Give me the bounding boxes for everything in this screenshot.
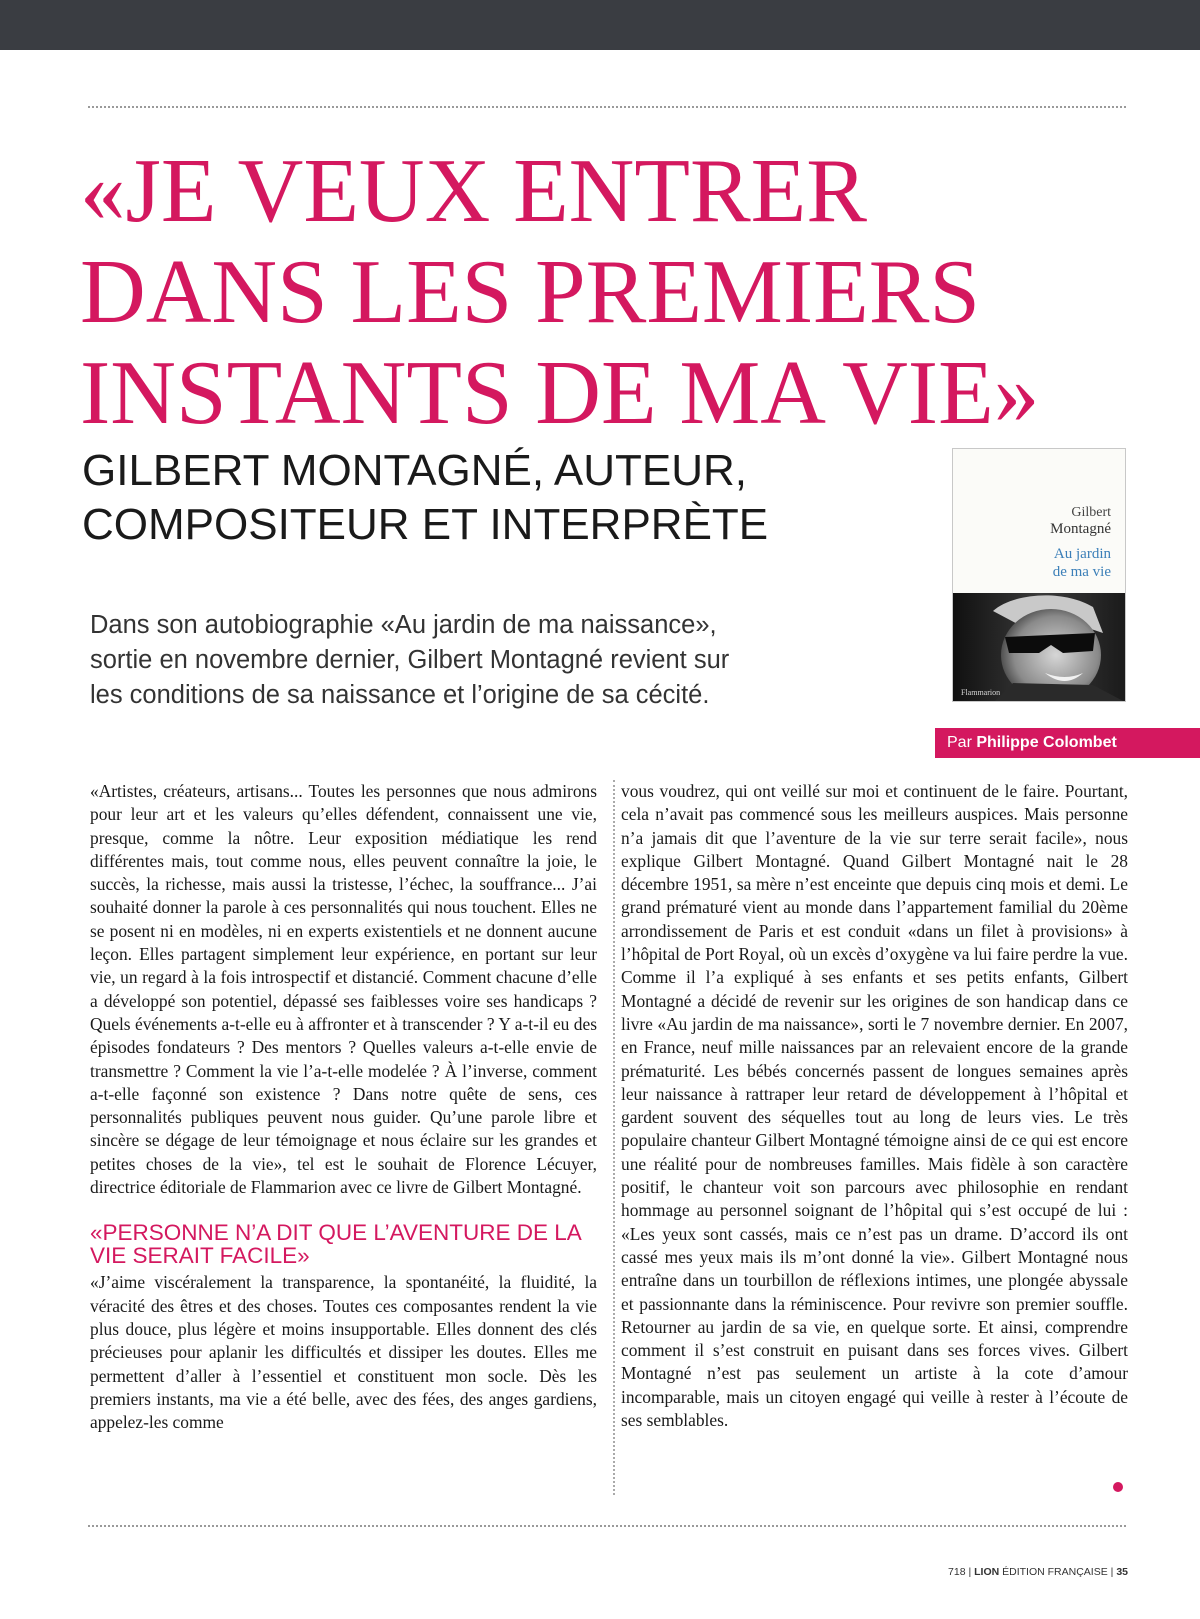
byline	[935, 728, 1200, 758]
article-paragraph: «Artistes, créateurs, artisans... Toutes les personnes que nous admirons pour leur art et les valeurs qu’elles défendent, connaissent une vie, presque, comme la nôtre. Leur exposition médiatique les rend différentes mais, tout comme nous, elles peuvent connaître la joie, le succès, la richesse, mais aussi la tristesse, l’échec, la souffrance... J’ai souhaité donner la parole à ces personnalités qui nous touchent. Elles ne se posent ni en modèles, ni en experts existentiels et ne donnent aucune leçon. Elles partagent simplement leur expérience, en portant sur leur vie, un regard à la fois introspectif et distancié. Comment chacune d’elle a développé son potentiel, dépassé ses faiblesses voire ses handicaps ? Quels événements a-t-elle eu à affronter et à transcender ? Y a-t-il eu des épisodes fondateurs ? Des mentors ? Quelles valeurs a-t-elle envie de transmettre ? Comment la vie l’a-t-elle modelée ? À l’inverse, comment a-t-elle façonné son existence ? Dans notre quête de sens, ces personnalités publiques peuvent nous guider. Qu’une parole libre et sincère se dégage de leur témoignage et nous éclaire sur les grandes et petites choses de la vie», tel est le souhait de Florence Lécuyer, directrice éditoriale de Flammarion avec ce livre de Gilbert Montagné.	[90, 781, 597, 1198]
article-paragraph: vous voudrez, qui ont veillé sur moi et continuent de le faire. Pourtant, cela n’avait pas commencé sous les meilleurs auspices. Mais personne n’a jamais dit que l’aventure de la vie sur terre serait facile», nous explique Gilbert Montagné. Quand Gilbert Montagné nait le 28 décembre 1951, sa mère n’est enceinte que depuis cinq mois et demi. Le grand prématuré vient au monde dans l’appartement familial du 20ème arrondissement de Paris et est conduit «dans un filet à provisions» à l’hôpital de Port Royal, où un excès d’oxygène va lui faire perdre la vue. Comme il l’a expliqué à ses enfants et ses petits enfants, Gilbert Montagné a décidé de revenir sur les origines de son handicap dans ce livre «Au jardin de ma naissance», sorti le 7 novembre dernier. En 2007, en France, neuf mille naissances par an relevaient encore de la grande prématurité. Les bébés concernés passent de longues semaines après leur naissance à rattraper leur retard de développement à l’hôpital et gardent souvent des séquelles tout au long de leurs vies. Le très populaire chanteur Gilbert Montagné témoigne ainsi de ce qui est encore une réalité pour de nombreuses familles. Mais fidèle à son caractère positif, le chanteur voit son parcours avec philosophie en rendant hommage au personnel soignant de l’hôpital qui s’est occupé de lui : «Les yeux sont cassés, mais ce n’est pas un drame. D’accord ils ont cassé mes yeux mais ils m’ont donné la vie». Gilbert Montagné nous entraîne dans un tourbillon de réflexions intimes, une plongée abyssale et passionnante dans la réminiscence. Pour revivre son premier souffle. Retourner au jardin de sa vie, en quelque sorte. Et ainsi, comprendre comment il s’est construit en puisant dans ses forces vives. Gilbert Montagné n’est pas seulement un artiste à la cote d’amour incomparable, mais un citoyen engagé qui veille à rester à l’écoute de ses semblables.	[621, 781, 1128, 1431]
top-bar	[0, 0, 1200, 50]
subtitle-line: GILBERT MONTAGNÉ, AUTEUR,	[82, 446, 748, 495]
intro-paragraph	[90, 608, 870, 713]
byline-prefix: Par	[947, 734, 972, 751]
article-subheading: «PERSONNE N’A DIT QUE L’AVENTURE DE LA VIE SERAIT FACILE»	[90, 1220, 581, 1269]
headline	[80, 140, 1180, 443]
book-author-last: Montagné	[1050, 521, 1111, 537]
book-title-line: de ma vie	[1052, 564, 1111, 580]
footer-edition: ÉDITION FRANÇAISE |	[1002, 1566, 1114, 1578]
headline-line: DANS LES PREMIERS	[80, 241, 981, 342]
subtitle-line: COMPOSITEUR ET INTERPRÈTE	[82, 500, 769, 549]
bottom-dotted-rule	[88, 1525, 1126, 1527]
column-divider	[613, 780, 615, 1495]
book-cover-photo	[953, 593, 1126, 702]
intro-line: sortie en novembre dernier, Gilbert Montagné revient sur	[90, 646, 730, 674]
article-column-left	[90, 780, 597, 1434]
article-column-right	[621, 780, 1128, 1432]
intro-line: les conditions de sa naissance et l’origine de sa cécité.	[90, 681, 710, 709]
end-mark-icon	[1113, 1482, 1123, 1492]
book-author-first: Gilbert	[1071, 505, 1111, 520]
article-paragraph: «J’aime viscéralement la transparence, la spontanéité, la fluidité, la véracité des êtres et des choses. Toutes ces composantes rendent la vie plus douce, plus légère et moins insupportable. Elles donnent des clés précieuses pour aplanir les difficultés et dissiper les doutes. Elles me permettent d’aller à l’essentiel et constituent mon socle. Dès les premiers instants, ma vie a été belle, avec des fées, des anges gardiens, appelez-les comme	[90, 1272, 597, 1433]
headline-line: «JE VEUX ENTRER	[80, 140, 867, 241]
intro-line: Dans son autobiographie «Au jardin de ma naissance»,	[90, 611, 717, 639]
subtitle	[82, 444, 902, 552]
book-title	[1053, 545, 1111, 581]
book-author	[1050, 505, 1111, 537]
top-dotted-rule	[88, 106, 1126, 108]
book-cover	[952, 448, 1126, 702]
headline-line: INSTANTS DE MA VIE»	[80, 342, 1040, 443]
footer-issue: 718 |	[948, 1566, 972, 1578]
book-title-line: Au jardin	[1053, 546, 1111, 562]
footer-brand: LION	[974, 1566, 1000, 1578]
page-number: 35	[1116, 1566, 1128, 1578]
page-footer	[948, 1566, 1128, 1578]
book-publisher: Flammarion	[961, 688, 1001, 697]
byline-author: Philippe Colombet	[976, 734, 1117, 751]
